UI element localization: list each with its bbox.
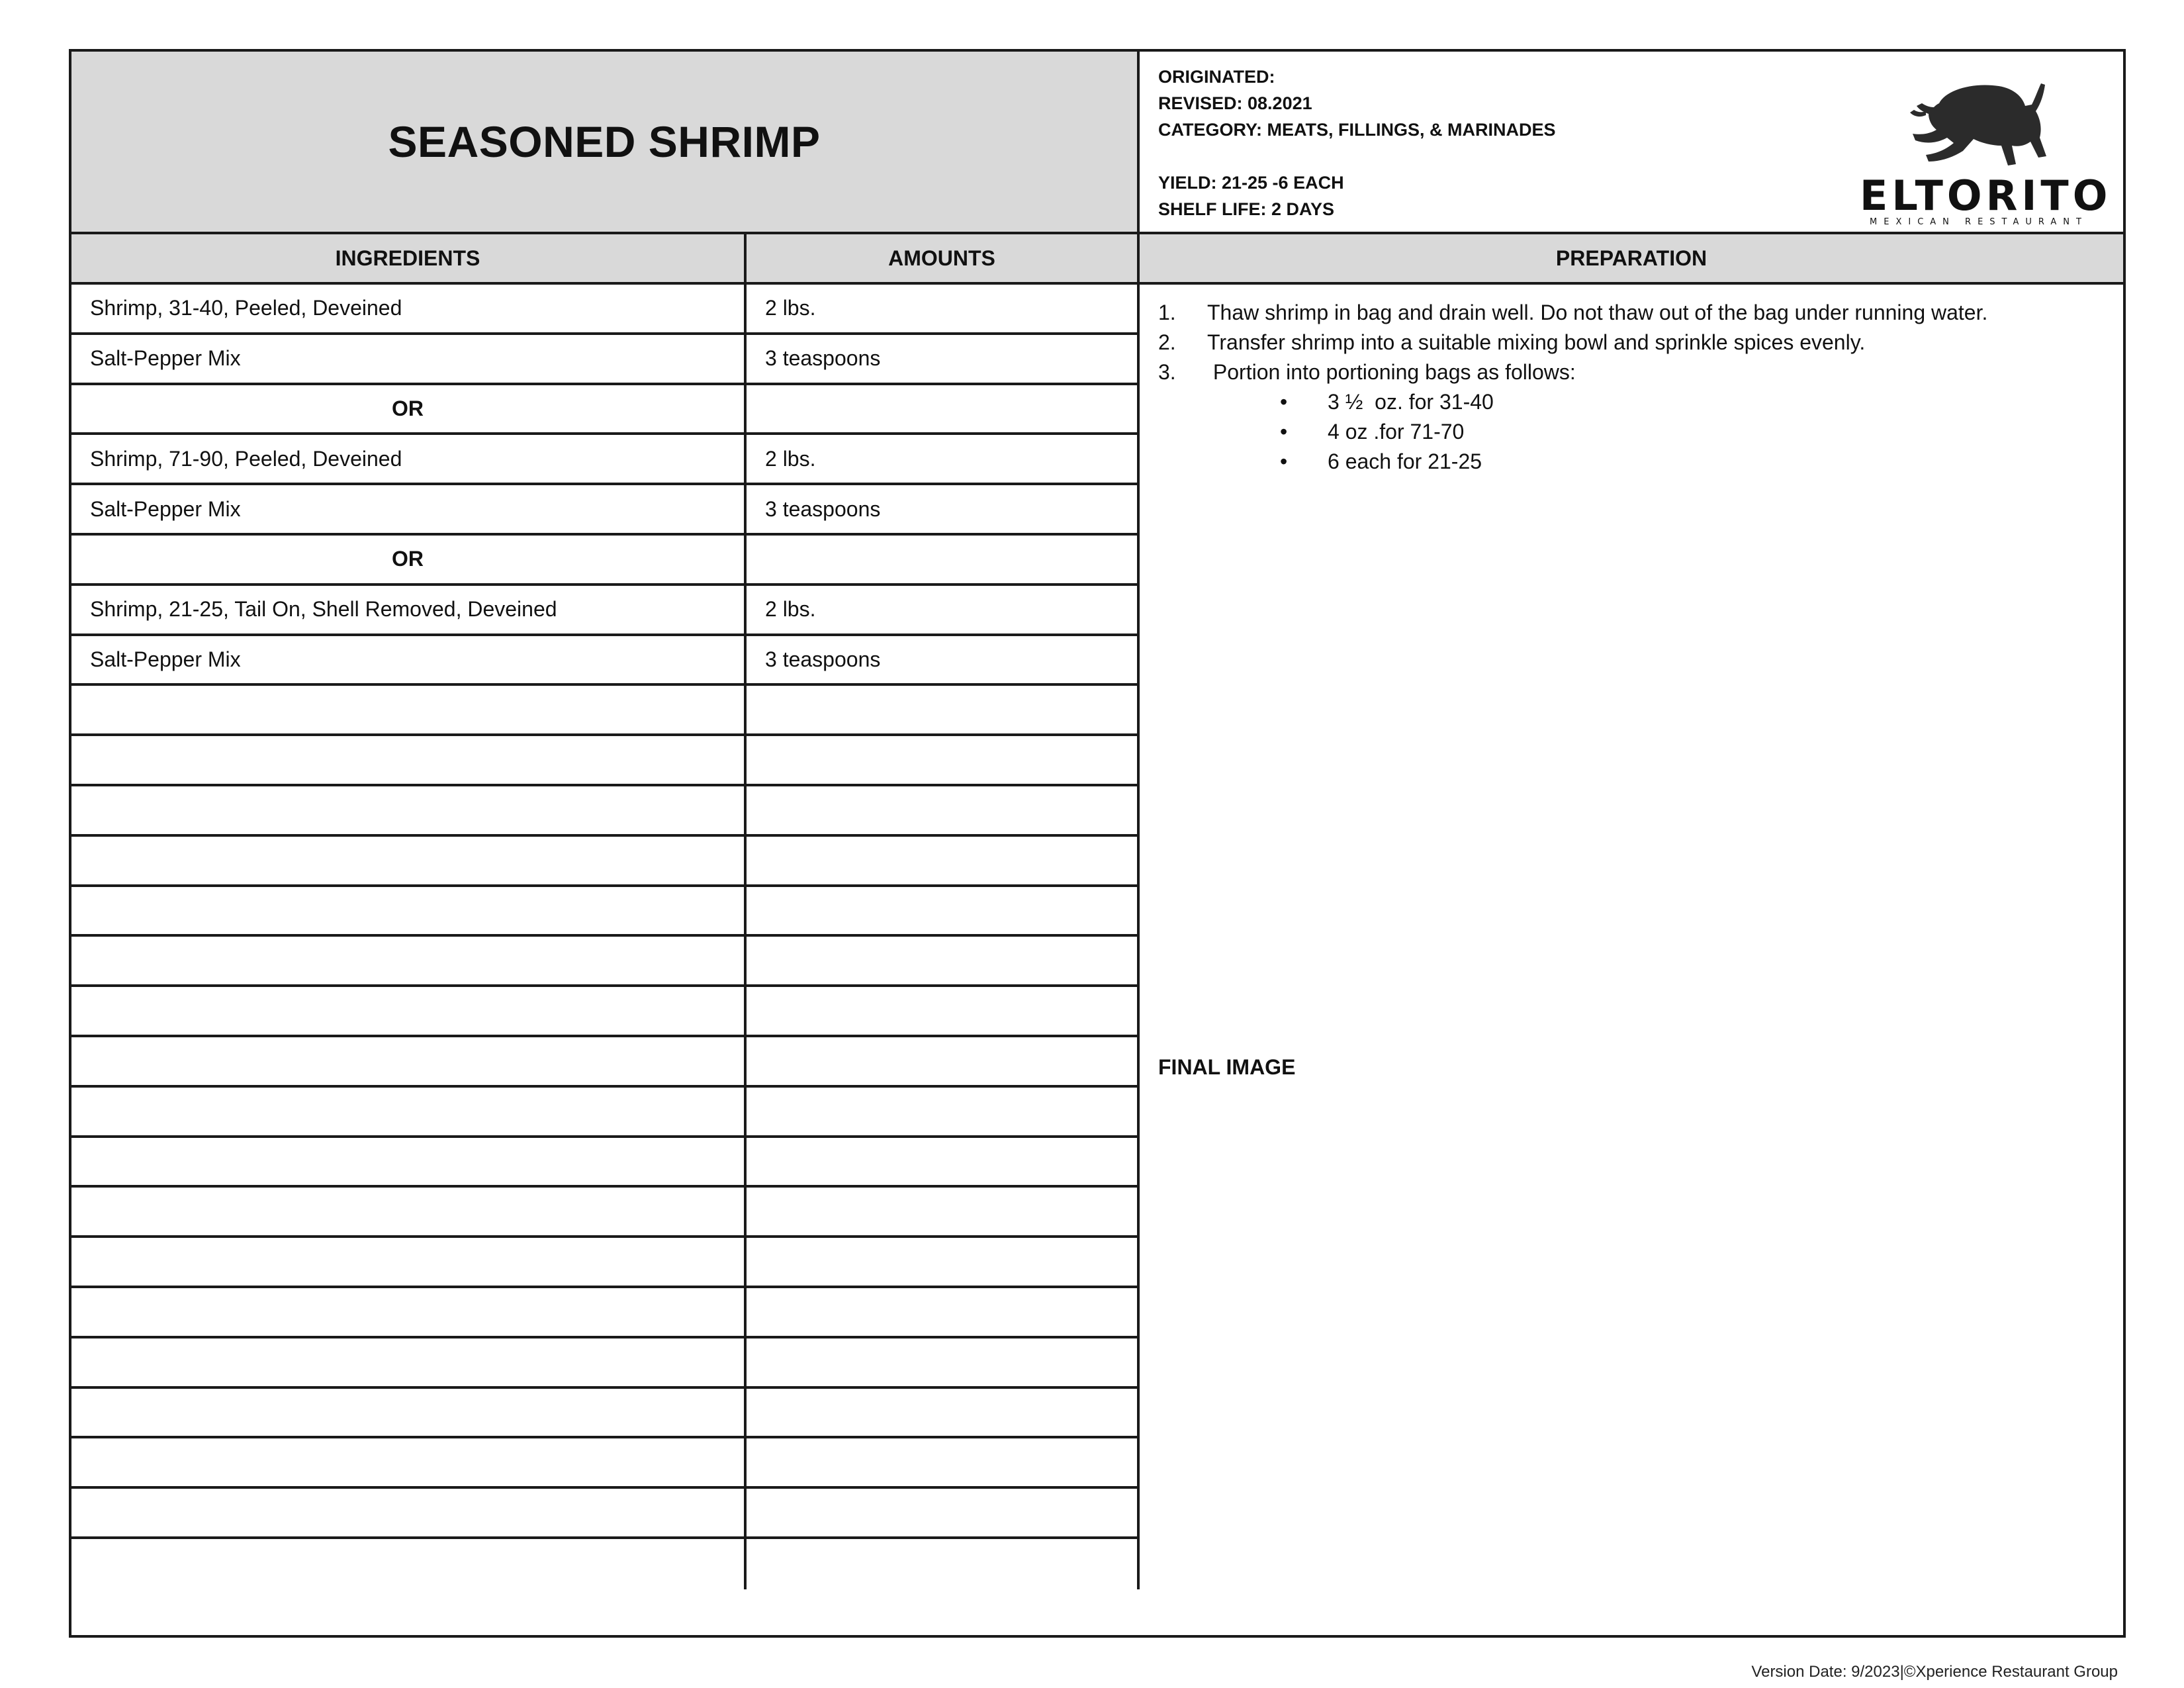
table-row xyxy=(71,1188,1140,1238)
amount-cell xyxy=(747,887,1140,935)
table-row xyxy=(71,1338,1140,1389)
amount-cell: 3 teaspoons xyxy=(747,335,1140,383)
step-number: 3. xyxy=(1158,360,1176,384)
ingredient-cell xyxy=(71,1037,747,1085)
step-text: Transfer shrimp into a suitable mixing bowl and sprinkle spices evenly. xyxy=(1207,330,1866,354)
ingredient-cell xyxy=(71,1288,747,1336)
amount-cell xyxy=(747,686,1140,733)
amount-cell xyxy=(747,1188,1140,1235)
ingredient-cell xyxy=(71,1489,747,1536)
table-row xyxy=(71,1288,1140,1338)
amount-cell xyxy=(747,837,1140,884)
meta-yield: YIELD: 21-25 -6 EACH xyxy=(1158,173,1344,193)
ingredient-cell xyxy=(71,786,747,834)
meta-cell xyxy=(1140,52,2123,234)
logo-wordmark: ELTORITO xyxy=(1860,171,2112,220)
table-row xyxy=(71,435,1140,485)
ingredient-cell: Salt-Pepper Mix xyxy=(71,335,747,383)
ingredient-cell: Shrimp, 31-40, Peeled, Deveined xyxy=(71,285,747,332)
meta-revised: REVISED: 08.2021 xyxy=(1158,93,1312,113)
bullet-icon: • xyxy=(1280,420,1288,444)
amount-cell xyxy=(747,1037,1140,1085)
amount-cell: 2 lbs. xyxy=(747,586,1140,633)
amount-cell: 2 lbs. xyxy=(747,435,1140,483)
preparation-header: PREPARATION xyxy=(1140,234,2123,285)
ingredient-cell: Shrimp, 21-25, Tail On, Shell Removed, Deveined xyxy=(71,586,747,633)
or-separator: OR xyxy=(71,536,747,583)
final-image-label: FINAL IMAGE xyxy=(1158,1055,1296,1079)
table-row xyxy=(71,937,1140,987)
amount-cell xyxy=(747,987,1140,1035)
table-row xyxy=(71,1088,1140,1138)
table-row xyxy=(71,335,1140,385)
recipe-card xyxy=(69,49,2126,1638)
table-row xyxy=(71,887,1140,937)
ingredient-cell xyxy=(71,937,747,984)
recipe-title: SEASONED SHRIMP xyxy=(388,117,821,166)
amount-cell xyxy=(747,786,1140,834)
ingredients-header: INGREDIENTS xyxy=(71,234,747,285)
amount-cell: 2 lbs. xyxy=(747,285,1140,332)
amount-cell xyxy=(747,1138,1140,1186)
table-row xyxy=(71,385,1140,436)
ingredient-cell xyxy=(71,1338,747,1386)
table-row xyxy=(71,1438,1140,1489)
table-row xyxy=(71,485,1140,536)
title-cell xyxy=(71,52,1140,234)
meta-originated: ORIGINATED: xyxy=(1158,67,1275,87)
table-row xyxy=(71,285,1140,335)
portion-text: 4 oz .for 71-70 xyxy=(1328,420,1465,444)
table-row xyxy=(71,1539,1140,1589)
table-row xyxy=(71,786,1140,837)
table-row xyxy=(71,686,1140,736)
amount-cell xyxy=(747,1088,1140,1135)
amount-cell xyxy=(747,1438,1140,1486)
step-text: Portion into portioning bags as follows: xyxy=(1207,360,1576,384)
table-row xyxy=(71,736,1140,786)
amount-cell xyxy=(747,1489,1140,1536)
or-separator: OR xyxy=(71,385,747,433)
portion-item xyxy=(1280,417,1987,447)
ingredient-cell xyxy=(71,686,747,733)
portion-item xyxy=(1280,447,1987,477)
version-footer: Version Date: 9/2023|©Xperience Restaurant Group xyxy=(1751,1663,2118,1681)
amount-cell xyxy=(747,937,1140,984)
preparation-step xyxy=(1158,357,1987,387)
ingredient-cell: Shrimp, 71-90, Peeled, Deveined xyxy=(71,435,747,483)
bull-icon xyxy=(1899,77,2058,176)
preparation-step xyxy=(1158,298,1987,328)
preparation-step xyxy=(1158,328,1987,357)
ingredient-cell xyxy=(71,1389,747,1436)
bullet-icon: • xyxy=(1280,390,1288,414)
amount-cell xyxy=(747,385,1140,433)
ingredient-cell xyxy=(71,1238,747,1286)
amount-cell xyxy=(747,1539,1140,1589)
ingredient-cell xyxy=(71,1188,747,1235)
step-text: Thaw shrimp in bag and drain well. Do not thaw out of the bag under running water. xyxy=(1207,301,1988,324)
amount-cell xyxy=(747,1288,1140,1336)
ingredient-cell xyxy=(71,987,747,1035)
ingredient-cell: Salt-Pepper Mix xyxy=(71,636,747,684)
amount-cell xyxy=(747,736,1140,784)
amount-cell xyxy=(747,1338,1140,1386)
table-row xyxy=(71,636,1140,686)
portion-item xyxy=(1280,387,1987,417)
ingredients-table xyxy=(71,285,1140,1589)
preparation-section xyxy=(1140,285,2123,1635)
table-row xyxy=(71,1238,1140,1288)
step-number: 2. xyxy=(1158,330,1176,354)
preparation-steps xyxy=(1158,298,1987,477)
step-number: 1. xyxy=(1158,301,1176,324)
table-row xyxy=(71,837,1140,887)
portion-text: 6 each for 21-25 xyxy=(1328,449,1482,473)
ingredient-cell xyxy=(71,1539,747,1589)
table-row xyxy=(71,536,1140,586)
portion-text: 3 ½ oz. for 31-40 xyxy=(1328,390,1494,414)
meta-shelf-life: SHELF LIFE: 2 DAYS xyxy=(1158,199,1335,219)
ingredient-cell xyxy=(71,1438,747,1486)
amount-cell: 3 teaspoons xyxy=(747,636,1140,684)
ingredient-cell: Salt-Pepper Mix xyxy=(71,485,747,533)
ingredient-cell xyxy=(71,887,747,935)
el-torito-logo xyxy=(1860,77,2112,229)
ingredient-cell xyxy=(71,837,747,884)
table-row xyxy=(71,1037,1140,1088)
ingredient-cell xyxy=(71,736,747,784)
portion-list xyxy=(1280,387,1987,477)
amount-cell xyxy=(747,536,1140,583)
amount-cell xyxy=(747,1389,1140,1436)
table-row xyxy=(71,1389,1140,1439)
meta-category: CATEGORY: MEATS, FILLINGS, & MARINADES xyxy=(1158,120,1556,140)
amounts-header: AMOUNTS xyxy=(747,234,1140,285)
bullet-icon: • xyxy=(1280,449,1288,473)
table-row xyxy=(71,987,1140,1037)
ingredient-cell xyxy=(71,1138,747,1186)
amount-cell xyxy=(747,1238,1140,1286)
meta-info xyxy=(1158,64,1556,222)
table-row xyxy=(71,1138,1140,1188)
logo-subtitle: MEXICAN RESTAURANT xyxy=(1870,217,2088,227)
table-row xyxy=(71,1489,1140,1539)
table-row xyxy=(71,586,1140,636)
amount-cell: 3 teaspoons xyxy=(747,485,1140,533)
ingredient-cell xyxy=(71,1088,747,1135)
